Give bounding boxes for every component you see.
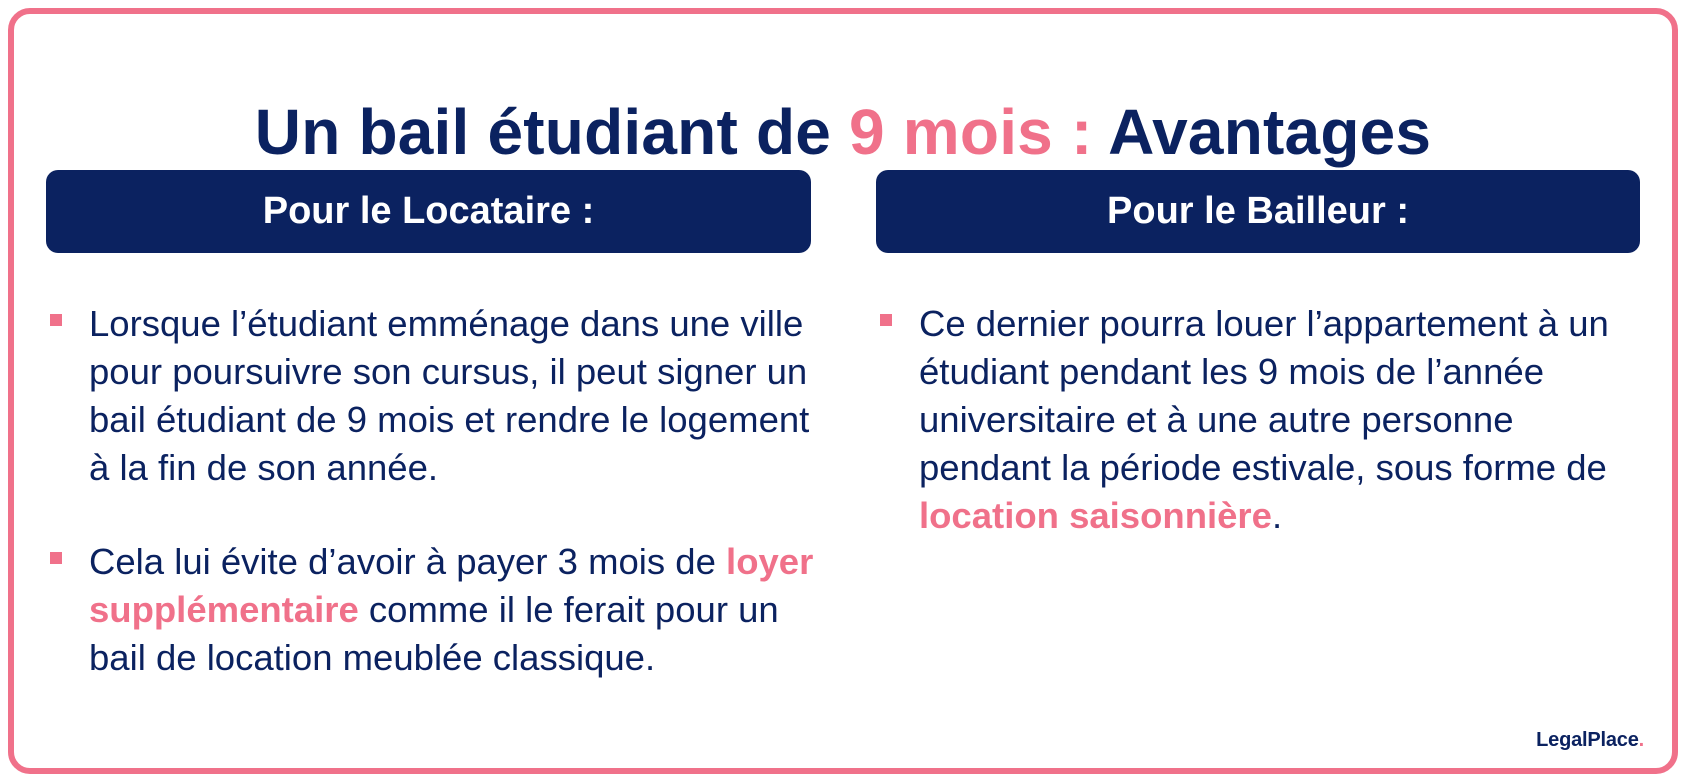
bullet-text: Lorsque l’étudiant emménage dans une ville pour poursuivre son cursus, il peut signer un bail étudiant de 9 mois et rendre le logement à la fin de son année. (89, 303, 810, 488)
bullet-text: Ce dernier pourra louer l’appartement à un étudiant pendant les 9 mois de l’année universitaire et à une autre personne pendant la période estivale, sous forme de (919, 303, 1609, 488)
title-part-1: Un bail étudiant de (254, 95, 850, 168)
legalplace-logo (1536, 729, 1644, 752)
page-title (0, 95, 1686, 169)
title-accent: 9 mois : (849, 95, 1093, 168)
bullet-text: Cela lui évite d’avoir à payer 3 mois de (89, 541, 727, 582)
tenant-header (46, 170, 811, 253)
title-part-2: Avantages (1092, 95, 1432, 168)
tenant-bullet-1 (46, 300, 836, 492)
landlord-column (876, 300, 1636, 586)
landlord-header-label: Pour le Bailleur : (1107, 190, 1409, 232)
logo-text: LegalPlace (1536, 729, 1639, 751)
bullet-square-icon (50, 314, 62, 326)
bullet-highlight: loyer supplémentaire (89, 541, 814, 630)
bullet-text-after: comme il le ferait pour un bail de location meublée classique. (89, 589, 779, 678)
tenant-header-label: Pour le Locataire : (262, 190, 595, 232)
bullet-text-after: . (1271, 495, 1283, 536)
bullet-highlight: location saisonnière (919, 495, 1272, 536)
bullet-square-icon (50, 552, 62, 564)
landlord-header (876, 170, 1640, 253)
tenant-column (46, 300, 836, 728)
tenant-bullet-2 (46, 538, 836, 682)
landlord-bullet-1 (876, 300, 1636, 540)
logo-dot: . (1638, 729, 1644, 751)
bullet-square-icon (880, 314, 892, 326)
